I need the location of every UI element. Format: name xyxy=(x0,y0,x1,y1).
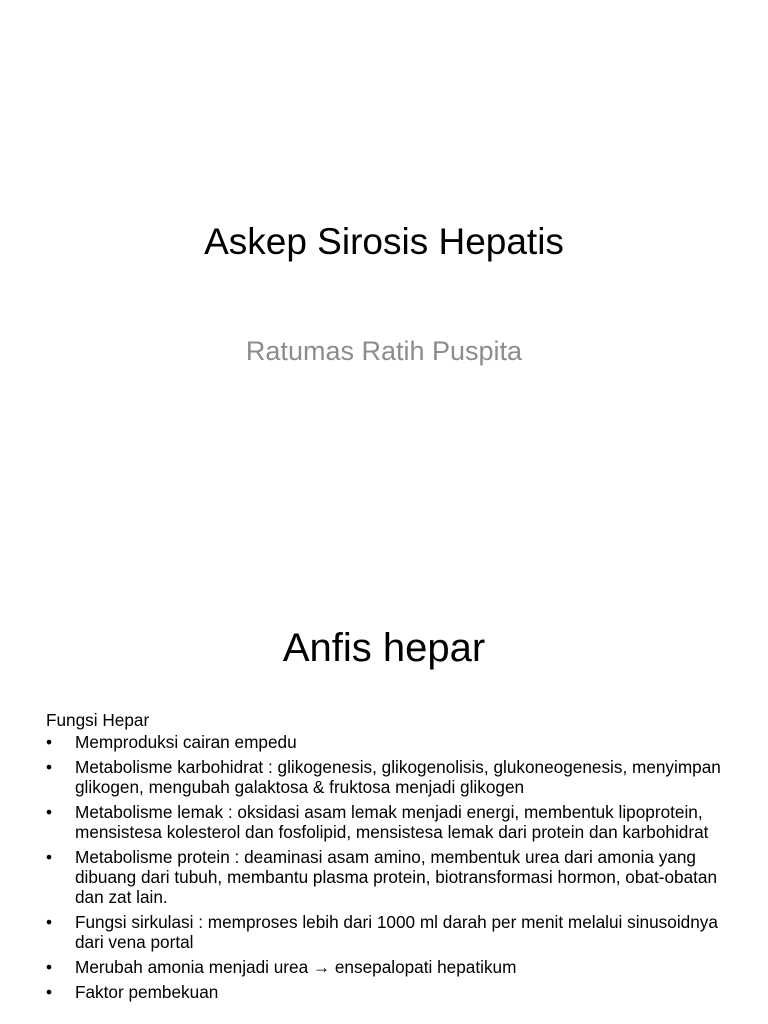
list-item xyxy=(46,802,726,842)
bullet-icon: • xyxy=(46,757,53,777)
bullet-icon: • xyxy=(46,732,53,752)
bullet-icon: • xyxy=(46,802,53,822)
list-item xyxy=(46,957,726,977)
list-item-text: Faktor pembekuan xyxy=(75,982,219,1002)
slide-subtitle: Ratumas Ratih Puspita xyxy=(245,336,523,366)
bullet-icon: • xyxy=(46,957,53,977)
list-item xyxy=(46,757,726,797)
list-item xyxy=(46,982,726,1002)
slide-heading: Anfis hepar xyxy=(282,626,486,670)
section-heading: Fungsi Hepar xyxy=(46,710,150,730)
list-item xyxy=(46,732,726,752)
list-item xyxy=(46,847,726,907)
list-item xyxy=(46,912,726,952)
slide-anfis-hepar xyxy=(0,576,768,1024)
list-item-text: Fungsi sirkulasi : memproses lebih dari 1000 ml darah per menit melalui sinusoidnya dari vena portal xyxy=(75,912,718,952)
bullet-icon: • xyxy=(46,982,53,1002)
bullet-icon: • xyxy=(46,847,53,867)
list-item-text: Metabolisme protein : deaminasi asam amino, membentuk urea dari amonia yang dibuang dari tubuh, membantu plasma protein, biotransformasi hormon, obat-obatan dan zat lain. xyxy=(75,847,718,907)
list-item-text: Merubah amonia menjadi urea → ensepalopati hepatikum xyxy=(75,957,517,977)
slide-title-heading: Askep Sirosis Hepatis xyxy=(204,221,564,262)
slide-body xyxy=(46,710,726,1007)
list-item-text: Memproduksi cairan empedu xyxy=(75,732,297,752)
list-item-text: Metabolisme lemak : oksidasi asam lemak menjadi energi, membentuk lipoprotein, mensistesa kolesterol dan fosfolipid, mensistesa lemak dari protein dan karbohidrat xyxy=(75,802,709,842)
bullet-list xyxy=(46,732,726,1002)
list-item-text: Metabolisme karbohidrat : glikogenesis, glikogenolisis, glukoneogenesis, menyimpan glikogen, mengubah galaktosa & fruktosa menjadi glikogen xyxy=(75,757,721,797)
bullet-icon: • xyxy=(46,912,53,932)
